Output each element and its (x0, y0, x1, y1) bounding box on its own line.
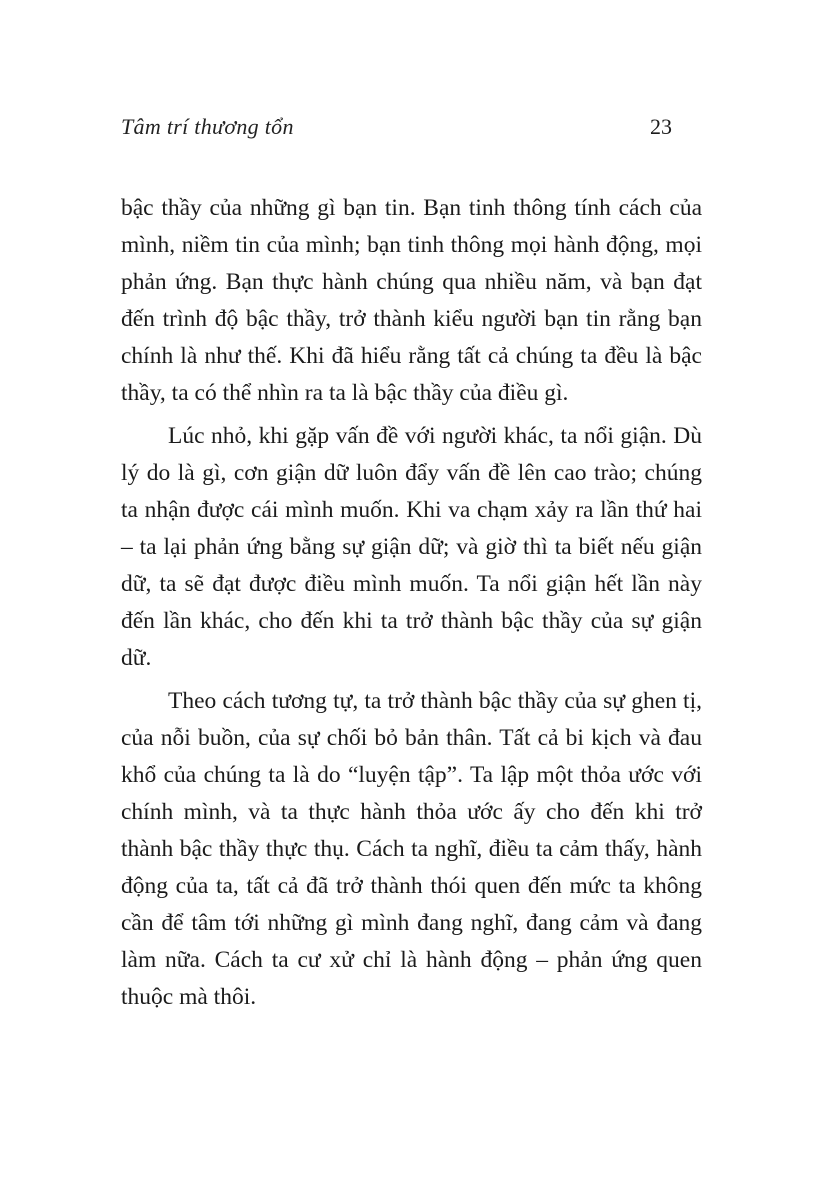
page-header (121, 112, 702, 142)
body-text (121, 190, 702, 1022)
page-number: 23 (650, 114, 672, 139)
running-title: Tâm trí thương tổn (121, 114, 294, 139)
paragraph: bậc thầy của những gì bạn tin. Bạn tinh thông tính cách của mình, niềm tin của mình; bạn tinh thông mọi hành động, mọi phản ứng. Bạn thực hành chúng qua nhiều năm, và bạn đạt đến trình độ bậc thầy, trở thành kiểu người bạn tin rằng bạn chính là như thế. Khi đã hiểu rằng tất cả chúng ta đều là bậc thầy, ta có thể nhìn ra ta là bậc thầy của điều gì. (121, 195, 702, 406)
paragraph: Theo cách tương tự, ta trở thành bậc thầy của sự ghen tị, của nỗi buồn, của sự chối bỏ bản thân. Tất cả bi kịch và đau khổ của chúng ta là do “luyện tập”. Ta lập một thỏa ước với chính mình, và ta thực hành thỏa ước ấy cho đến khi trở thành bậc thầy thực thụ. Cách ta nghĩ, điều ta cảm thấy, hành động của ta, tất cả đã trở thành thói quen đến mức ta không cần để tâm tới những gì mình đang nghĩ, đang cảm và đang làm nữa. Cách ta cư xử chỉ là hành động – phản ứng quen thuộc mà thôi. (121, 688, 702, 1010)
paragraph: Lúc nhỏ, khi gặp vấn đề với người khác, ta nổi giận. Dù lý do là gì, cơn giận dữ luôn đẩy vấn đề lên cao trào; chúng ta nhận được cái mình muốn. Khi va chạm xảy ra lần thứ hai – ta lại phản ứng bằng sự giận dữ; và giờ thì ta biết nếu giận dữ, ta sẽ đạt được điều mình muốn. Ta nổi giận hết lần này đến lần khác, cho đến khi ta trở thành bậc thầy của sự giận dữ. (121, 423, 702, 671)
